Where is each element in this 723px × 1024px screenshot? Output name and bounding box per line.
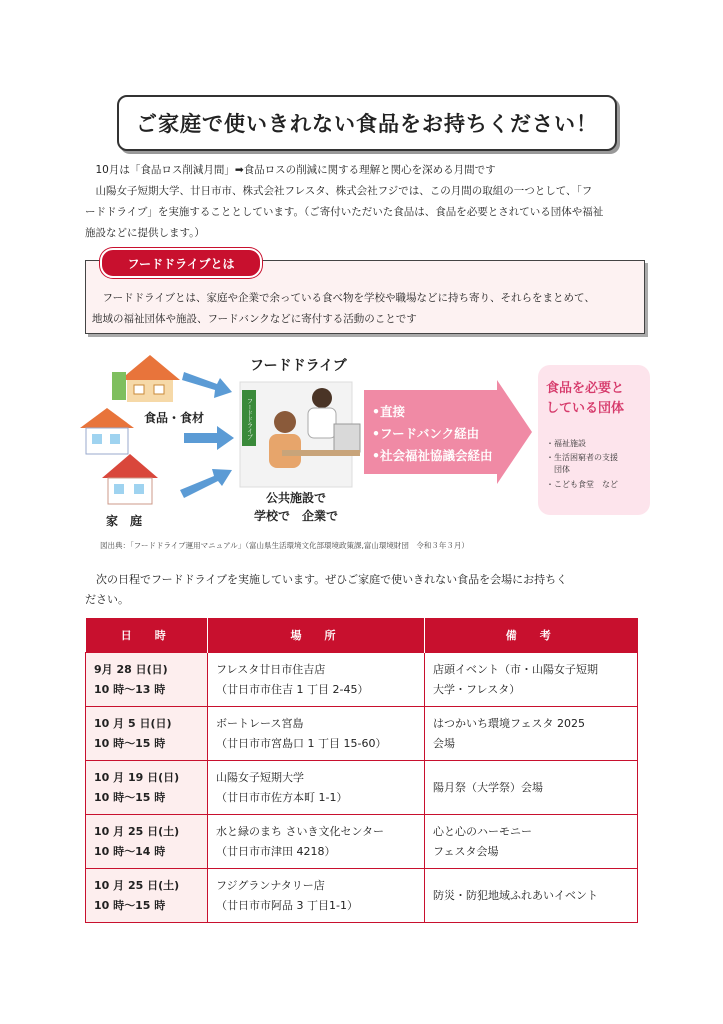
school-company-label: 学校で 企業で [253, 509, 339, 523]
figure-caption: 図出典：「フードドライブ運用マニュアル」（富山県生活環境文化部環境政策課,富山環境財団 令和３年３月） [100, 541, 469, 550]
place-name: 山陽女子短期大学 [216, 770, 304, 784]
note-text: 会場 [433, 736, 455, 750]
time-text: 10 時～14 時 [94, 844, 166, 858]
food-drive-banner: フードドライブ [245, 398, 253, 440]
header-place: 場 所 [208, 618, 425, 653]
target-title-1: 食品を必要と [546, 381, 625, 396]
target-item: 団体 [546, 465, 570, 474]
note-text: フェスタ会場 [433, 844, 499, 858]
house-icon [80, 408, 134, 454]
food-drive-definition-text [92, 288, 640, 330]
date-cell [86, 707, 208, 761]
arrow-right-icon [180, 372, 234, 498]
date-text: 10 月 5 日(日) [94, 716, 172, 730]
place-address: （廿日市市津田 4218） [216, 844, 336, 858]
schedule-intro [85, 570, 645, 610]
table-row [86, 653, 638, 707]
place-cell [208, 653, 425, 707]
time-text: 10 時～15 時 [94, 790, 166, 804]
definition-line-2: 地域の福祉団体や施設、フードバンクなどに寄付する活動のことです [92, 313, 417, 325]
place-name: 水と緑のまち さいき文化センター [216, 824, 385, 838]
target-item: ・こども食堂 など [546, 480, 618, 489]
schedule-intro-line-2: ださい。 [85, 593, 129, 606]
header-datetime: 日 時 [86, 618, 208, 653]
note-text: はつかいち環境フェスタ 2025 [433, 716, 585, 730]
illustration-title: フードドライブ [250, 358, 347, 374]
note-text: 大学・フレスタ） [433, 682, 521, 696]
schedule-intro-line-1: 次の日程でフードドライブを実施しています。ぜひご家庭で使いきれない食品を会場にお持ちく [96, 573, 568, 586]
place-address: （廿日市市宮島口 1 丁目 15-60） [216, 736, 387, 750]
time-text: 10 時～15 時 [94, 898, 166, 912]
note-text: 陽月祭（大学祭）会場 [433, 780, 543, 794]
page-title: ご家庭で使いきれない食品をお持ちください！ [136, 112, 598, 136]
place-cell [208, 869, 425, 923]
place-name: フジグランナタリー店 [216, 878, 325, 892]
note-text: 防災・防犯地域ふれあいイベント [433, 888, 598, 902]
note-cell [425, 869, 638, 923]
table-row [86, 815, 638, 869]
date-text: 9月 28 日(日) [94, 662, 168, 676]
target-title-2: している団体 [546, 401, 625, 416]
food-label: 食品・食材 [144, 411, 205, 425]
definition-line-1: フードドライブとは、家庭や企業で余っている食べ物を学校や職場などに持ち寄り、それらをまとめて、 [102, 292, 595, 304]
food-drive-tag: フードドライブとは [100, 248, 262, 278]
place-name: フレスタ廿日市住吉店 [216, 662, 326, 676]
target-item: ・生活困窮者の支援 [546, 453, 618, 462]
place-name: ボートレース宮島 [216, 716, 304, 730]
intro-line-4: 施設などに提供します。） [85, 227, 205, 239]
route-foodbank: •フードバンク経由 [372, 426, 480, 441]
route-direct: •直接 [372, 404, 405, 419]
date-cell [86, 815, 208, 869]
note-cell [425, 815, 638, 869]
food-drive-illustration [72, 350, 652, 530]
date-cell [86, 761, 208, 815]
intro-line-1: 10月は「食品ロス削減月間」➡食品ロスの削減に関する理解と関心を深める月間です [95, 164, 496, 176]
note-cell [425, 761, 638, 815]
note-cell [425, 653, 638, 707]
header-note: 備 考 [425, 618, 638, 653]
date-text: 10 月 25 日(土) [94, 878, 180, 892]
house-icon [112, 355, 180, 402]
place-cell [208, 707, 425, 761]
intro-line-3: ードドライブ」を実施することとしています。（ご寄付いただいた食品は、食品を必要とされている団体や福祉 [85, 206, 604, 218]
place-address: （廿日市市阿品 3 丁目1-1） [216, 898, 358, 912]
note-text: 店頭イベント（市・山陽女子短期 [433, 662, 598, 676]
intro-line-2: 山陽女子短期大学、廿日市市、株式会社フレスタ、株式会社フジでは、この月間の取組の一つとして、「フ [95, 185, 593, 197]
place-cell [208, 761, 425, 815]
schedule-table [85, 618, 638, 923]
date-text: 10 月 19 日(日) [94, 770, 180, 784]
route-welfare: •社会福祉協議会経由 [372, 448, 493, 463]
place-address: （廿日市市住吉 1 丁目 2-45） [216, 682, 369, 696]
note-text: 心と心のハーモニー [433, 824, 532, 838]
intro-text [85, 160, 645, 244]
table-row [86, 761, 638, 815]
table-row [86, 869, 638, 923]
place-cell [208, 815, 425, 869]
date-cell [86, 869, 208, 923]
place-address: （廿日市市佐方本町 1-1） [216, 790, 348, 804]
page-title-box [117, 95, 617, 151]
date-cell [86, 653, 208, 707]
date-text: 10 月 25 日(土) [94, 824, 180, 838]
public-facility-label: 公共施設で [265, 491, 327, 505]
table-row [86, 707, 638, 761]
house-icon [102, 454, 158, 504]
home-label: 家 庭 [106, 514, 143, 528]
time-text: 10 時～13 時 [94, 682, 166, 696]
target-item: ・福祉施設 [546, 439, 586, 448]
table-header-row [86, 618, 638, 653]
note-cell [425, 707, 638, 761]
time-text: 10 時～15 時 [94, 736, 166, 750]
